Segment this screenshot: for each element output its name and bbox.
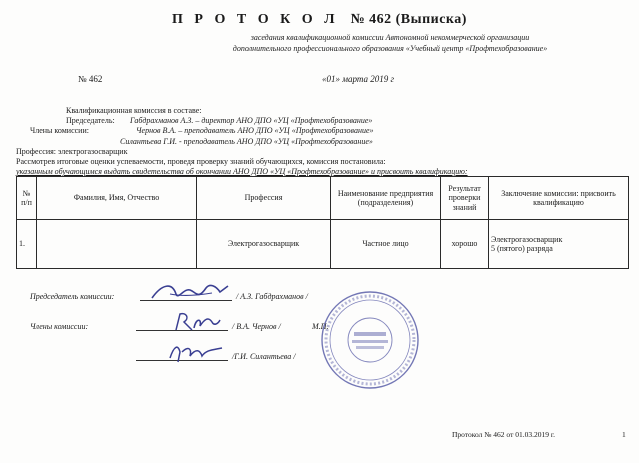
protocol-number: № 462	[78, 74, 103, 84]
member1-signature	[172, 310, 222, 334]
organization-seal	[318, 288, 422, 397]
sig-chair-name: / А.З. Габдрахманов /	[236, 292, 308, 301]
conclusion-line-2: 5 (пятого) разряда	[491, 244, 553, 253]
title-number: № 462 (Выписка)	[350, 12, 467, 27]
cell-company: Частное лицо	[331, 220, 441, 269]
qualification-table	[16, 176, 629, 269]
header-conclusion: Заключение комиссии: присвоить квалификацию	[489, 177, 629, 220]
sig-member2-name: /Г.И. Силантьева /	[232, 352, 296, 361]
page-number: 1	[622, 430, 626, 439]
sig-members-label: Члены комиссии:	[30, 322, 89, 331]
table-row	[17, 220, 629, 269]
date-rest: марта 2019 г	[342, 74, 394, 84]
commission-intro: Квалификационная комиссия в составе:	[66, 106, 202, 115]
subtitle-line-1: заседания квалификационной комиссии Автономной некоммерческой организации	[250, 33, 530, 42]
footer-text: Протокол № 462 от 01.03.2019 г.	[452, 430, 555, 439]
cell-num: 1.	[17, 220, 37, 269]
cell-profession: Электрогазосварщик	[197, 220, 331, 269]
document-title	[0, 12, 639, 28]
sig-chair-label: Председатель комиссии:	[30, 292, 115, 301]
sig-member1-name: / В.А. Чернов /	[232, 322, 281, 331]
subtitle-line-2: дополнительного профессионального образования «Учебный центр «Профтехобразование»	[232, 44, 548, 53]
profession-line: Профессия: электрогазосварщик	[16, 147, 128, 156]
review-line: Рассмотрев итоговые оценки успеваемости, проведя проверку знаний обучающихся, комиссия постановила:	[16, 157, 386, 166]
header-num: № п/п	[17, 177, 37, 220]
chair-label: Председатель:	[66, 116, 115, 125]
table-header-row	[17, 177, 629, 220]
cell-conclusion	[489, 220, 629, 269]
chair-value: Габдрахманов А.З. – директор АНО ДПО «УЦ «Профтехобразование»	[130, 116, 373, 125]
cell-result: хорошо	[441, 220, 489, 269]
header-profession: Профессия	[197, 177, 331, 220]
header-name: Фамилия, Имя, Отчество	[37, 177, 197, 220]
members-label: Члены комиссии:	[30, 126, 89, 135]
header-result: Результат проверки знаний	[441, 177, 489, 220]
header-company: Наименование предприятия (подразделения)	[331, 177, 441, 220]
conclusion-line-1: Электрогазосварщик	[491, 234, 563, 244]
chair-signature	[150, 280, 230, 304]
protocol-date	[322, 74, 394, 84]
title-word: П Р О Т О К О Л	[172, 12, 339, 27]
member2-signature	[166, 340, 226, 364]
decision-line: указанным обучающимся выдать свидетельства об окончании АНО ДПО «УЦ «Профтехобразование» и присвоить квалификацию:	[16, 167, 468, 176]
stamp-place-mark: М.П.	[312, 322, 329, 331]
member-2: Силантьева Г.И. - преподаватель АНО ДПО «УЦ «Профтехобразование»	[120, 137, 373, 146]
cell-name	[37, 220, 197, 269]
member-1: Чернов В.А. – преподаватель АНО ДПО «УЦ «Профтехобразование»	[136, 126, 374, 135]
date-day: «01»	[322, 74, 340, 84]
